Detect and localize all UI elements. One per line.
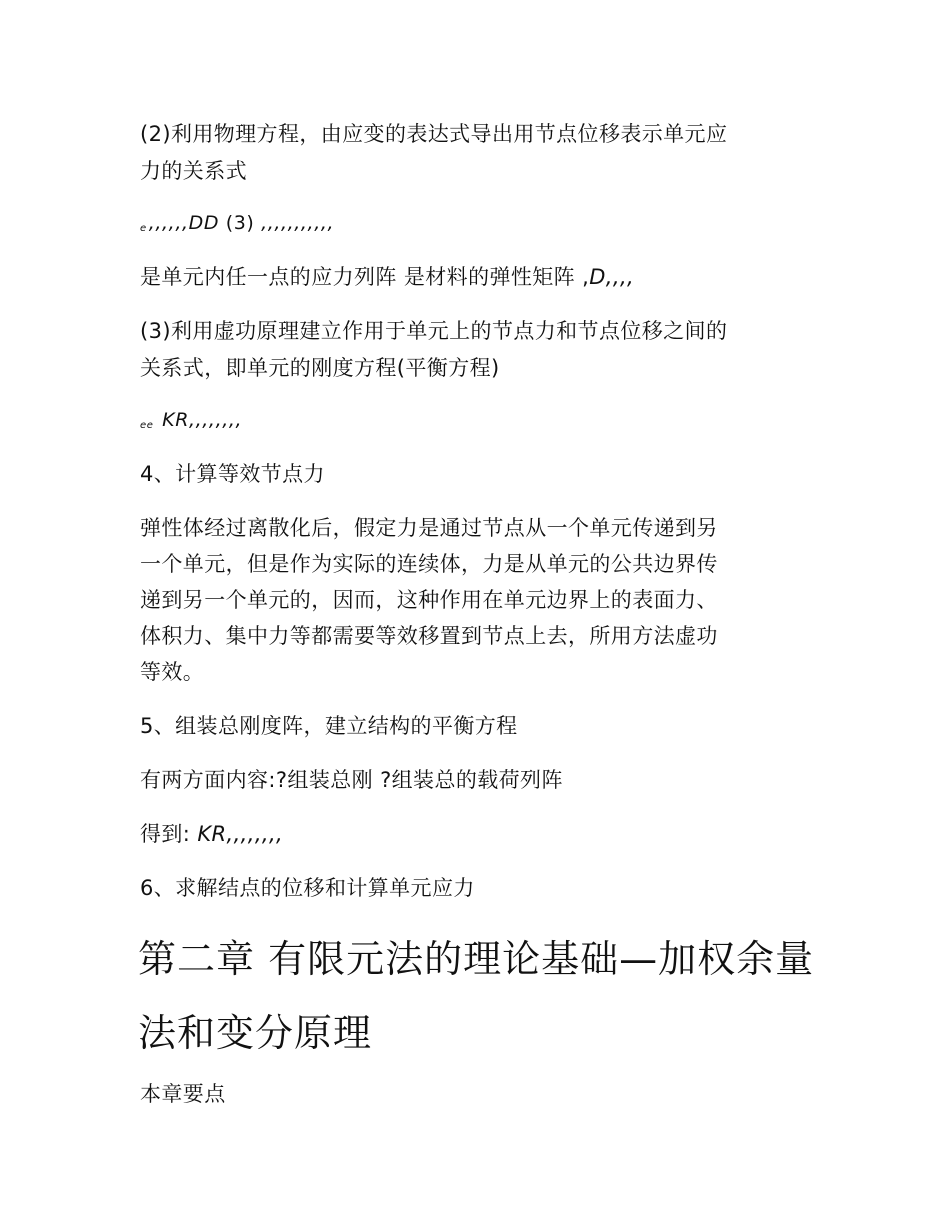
formula-stress-strain	[140, 211, 334, 241]
step-5-body: 有两方面内容:?组装总刚 ?组装总的载荷列阵	[140, 768, 563, 792]
formula-subscript: ee	[140, 420, 154, 431]
result-formula: KR,,,,,,,,	[197, 822, 284, 846]
paragraph-virtual-work-line-2: 关系式，即单元的刚度方程(平衡方程)	[140, 356, 500, 380]
step-4-body-line-4: 体积力、集中力等都需要等效移置到节点上去，所用方法虚功	[140, 624, 718, 648]
step-4-body-line-2: 一个单元，但是作为实际的连续体，力是从单元的公共边界传	[140, 552, 718, 576]
step-4-title: 4、计算等效节点力	[140, 462, 325, 486]
formula-subscript: e	[140, 223, 147, 234]
formula-number: (3)	[225, 212, 255, 234]
formula-main: ,,,,,,DD	[148, 212, 220, 234]
paragraph-physical-equation-line-2: 力的关系式	[140, 159, 247, 183]
step-4-body-line-1: 弹性体经过离散化后，假定力是通过节点从一个单元传递到另	[140, 516, 718, 540]
step-4-body-line-3: 递到另一个单元的，因而，这种作用在单元边界上的表面力、	[140, 588, 718, 612]
section-label-key-points: 本章要点	[140, 1082, 226, 1106]
step-5-title: 5、组装总刚度阵，建立结构的平衡方程	[140, 714, 518, 738]
stress-definition-text: 是单元内任一点的应力列阵 是材料的弹性矩阵 ,	[140, 265, 590, 289]
formula-tail: ,,,,,,,,,,,	[261, 212, 335, 234]
stress-definition-symbol: D,,,,	[589, 265, 635, 289]
result-equation	[140, 822, 283, 846]
formula-main: KR,,,,,,,,	[162, 409, 243, 431]
paragraph-physical-equation-line-1: (2)利用物理方程，由应变的表达式导出用节点位移表示单元应	[140, 122, 728, 146]
paragraph-virtual-work-line-1: (3)利用虚功原理建立作用于单元上的节点力和节点位移之间的	[140, 319, 728, 343]
chapter-title-line-1: 第二章 有限元法的理论基础—加权余量	[138, 937, 815, 981]
step-4-body-line-5: 等效。	[140, 660, 205, 684]
result-label: 得到:	[140, 822, 198, 846]
formula-stiffness	[140, 408, 242, 438]
chapter-title-line-2: 法和变分原理	[138, 1011, 373, 1055]
step-6-title: 6、求解结点的位移和计算单元应力	[140, 876, 475, 900]
paragraph-stress-definition	[140, 265, 634, 289]
